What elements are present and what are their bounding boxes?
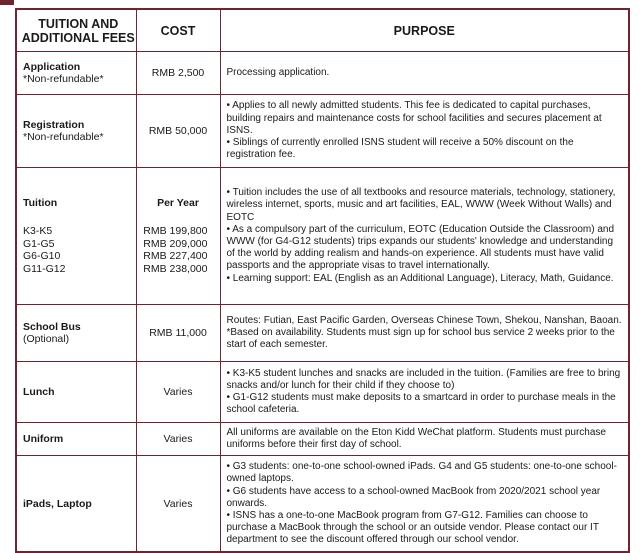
fee-cell <box>16 95 136 168</box>
purpose-text: • Learning support: EAL (English as an Additional Language), Literacy, Math, Guidance. <box>226 272 614 284</box>
table-row <box>16 423 629 456</box>
purpose-cell <box>220 168 629 305</box>
fee-cell <box>16 456 136 553</box>
fee-cell <box>16 305 136 362</box>
fee-name: Uniform <box>23 432 64 445</box>
fee-name: Lunch <box>23 385 55 398</box>
purpose-cell <box>220 305 629 362</box>
purpose-cell <box>220 52 629 95</box>
table-row <box>16 456 629 553</box>
header-cost: COST <box>136 9 220 52</box>
purpose-text: • K3-K5 student lunches and snacks are included in the tuition. (Families are free to bring snacks and/or lunch for their child if they choose to) <box>226 367 621 391</box>
fee-cell <box>16 423 136 456</box>
cost-cell: Varies <box>136 423 220 456</box>
fees-table <box>15 8 630 553</box>
fee-cell <box>16 362 136 423</box>
table-row <box>16 95 629 168</box>
fee-name: iPads, Laptop <box>23 497 92 510</box>
table-row <box>16 52 629 95</box>
purpose-text: • G6 students have access to a school-owned MacBook from 2020/2021 school year onwards. <box>226 485 601 509</box>
table-row <box>16 305 629 362</box>
header-row <box>16 9 629 52</box>
fee-note: *Non-refundable* <box>23 131 104 143</box>
fee-cell <box>16 52 136 95</box>
purpose-text: Routes: Futian, East Pacific Garden, Overseas Chinese Town, Shekou, Nanshan, Baoan. *Based on availability. Students must sign up for school bus service 2 weeks prior to the start of each semester. <box>226 314 622 351</box>
table-row <box>16 168 629 305</box>
fee-name: Application <box>23 60 81 73</box>
fee-name: Tuition <box>23 196 58 209</box>
purpose-text: • G3 students: one-to-one school-owned iPads. G4 and G5 students: one-to-one school-owned laptops. <box>226 461 617 485</box>
fee-cell <box>16 168 136 305</box>
purpose-text: • Tuition includes the use of all textbooks and resource materials, technology, stationery, wireless internet, sports, music and art facilities, EAL, WWW (Week Without Walls) and EOTC <box>226 187 616 223</box>
cost-cell: Varies <box>136 456 220 553</box>
purpose-text: Processing application. <box>226 66 330 78</box>
fee-name: Registration <box>23 118 85 131</box>
tuition-amount: RMB 209,000 <box>143 237 208 250</box>
grade-label: K3-K5 <box>23 225 53 238</box>
fee-note: (Optional) <box>23 333 70 345</box>
tuition-amount: RMB 227,400 <box>143 250 208 263</box>
cost-cell: RMB 11,000 <box>136 305 220 362</box>
purpose-text: All uniforms are available on the Eton Kidd WeChat platform. Students must purchase uniforms before their first day of school. <box>226 427 606 451</box>
purpose-cell <box>220 423 629 456</box>
purpose-cell <box>220 95 629 168</box>
per-year-label: Per Year <box>157 196 199 209</box>
purpose-text: • ISNS has a one-to-one MacBook program from G7-G12. Families can choose to purchase a MacBook through the school or an outside vendor. Please contact our IT department to see the discount offered through our school vendor. <box>226 510 599 546</box>
header-fees: TUITION AND ADDITIONAL FEES <box>16 9 136 52</box>
tuition-amount: RMB 238,000 <box>143 262 208 275</box>
purpose-text: • Siblings of currently enrolled ISNS student will receive a 50% discount on the registration fee. <box>226 137 574 161</box>
purpose-text: • As a compulsory part of the curriculum, EOTC (Education Outside the Classroom) and WWW (for G4-G12 students) trips expands our students' knowledge and understanding of the world by adding realism and hands-on experience. All students must have valid passports and the appropriate visas to travel internationally. <box>226 223 615 272</box>
top-accent-bar <box>0 0 640 6</box>
cost-cell: RMB 50,000 <box>136 95 220 168</box>
purpose-text: • G1-G12 students must make deposits to a smartcard in order to purchase meals in the school cafeteria. <box>226 392 616 416</box>
fee-note: *Non-refundable* <box>23 73 104 85</box>
fee-name: School Bus <box>23 320 81 333</box>
accent-mark <box>0 0 14 5</box>
cost-cell: Varies <box>136 362 220 423</box>
grade-label: G6-G10 <box>23 250 61 263</box>
grade-label: G1-G5 <box>23 237 55 250</box>
cost-cell <box>136 168 220 305</box>
purpose-text: • Applies to all newly admitted students. This fee is dedicated to capital purchases, building repairs and maintenance costs for school facilities and secures placement at ISNS. <box>226 100 602 136</box>
grade-label: G11-G12 <box>23 262 66 275</box>
cost-cell: RMB 2,500 <box>136 52 220 95</box>
purpose-cell <box>220 362 629 423</box>
header-purpose: PURPOSE <box>220 9 629 52</box>
table-row <box>16 362 629 423</box>
tuition-amount: RMB 199,800 <box>143 225 208 238</box>
purpose-cell <box>220 456 629 553</box>
